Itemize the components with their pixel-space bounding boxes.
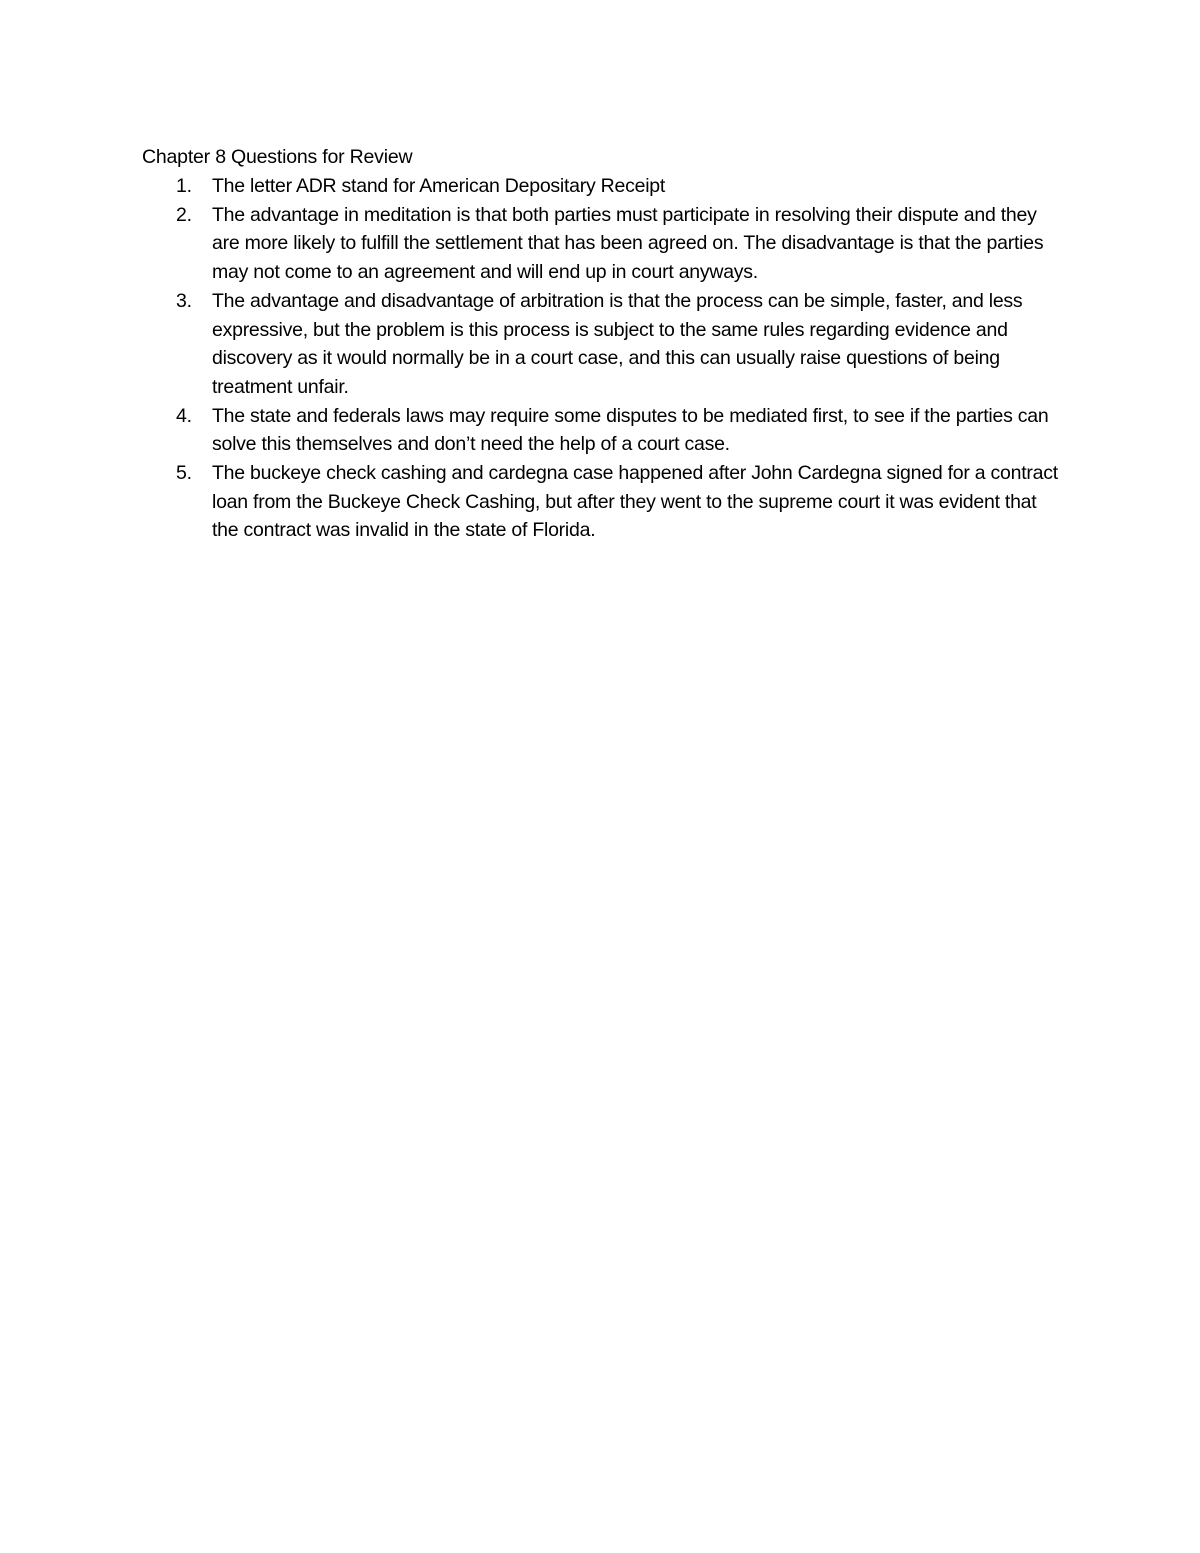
answer-list: [142, 172, 1062, 545]
list-item-number: 3.: [176, 289, 192, 312]
list-item: [142, 172, 1062, 201]
list-item-number: 1.: [176, 175, 192, 197]
list-item: [142, 402, 1062, 459]
list-item-text: The advantage and disadvantage of arbitration is that the process can be simple, faster, and less expressive, but the problem is this process is subject to the same rules regarding evidence and discovery as it would normally be in a court case, and this can usually raise questions of being treatment unfair.: [212, 289, 1023, 398]
list-item-text: The buckeye check cashing and cardegna case happened after John Cardegna signed for a contract loan from the Buckeye Check Cashing, but after they went to the supreme court it was evident that the contract was invalid in the state of Florida.: [212, 462, 1058, 542]
list-item-text: The advantage in meditation is that both parties must participate in resolving their dispute and they are more likely to fulfill the settlement that has been agreed on. The disadvantage is that the parties may not come to an agreement and will end up in court anyways.: [212, 203, 1044, 284]
list-item: [142, 287, 1062, 402]
list-item: [142, 459, 1062, 545]
list-item-text: The letter ADR stand for American Depositary Receipt: [212, 175, 666, 197]
list-item-number: 5.: [176, 462, 192, 485]
list-item-text: The state and federals laws may require some disputes to be mediated first, to see if the parties can solve this themselves and don’t need the help of a court case.: [212, 404, 1049, 456]
list-item-number: 2.: [176, 203, 192, 226]
document-body: [142, 143, 1062, 545]
list-item-number: 4.: [176, 404, 192, 427]
document-title: Chapter 8 Questions for Review: [142, 146, 413, 168]
list-item: [142, 201, 1062, 287]
